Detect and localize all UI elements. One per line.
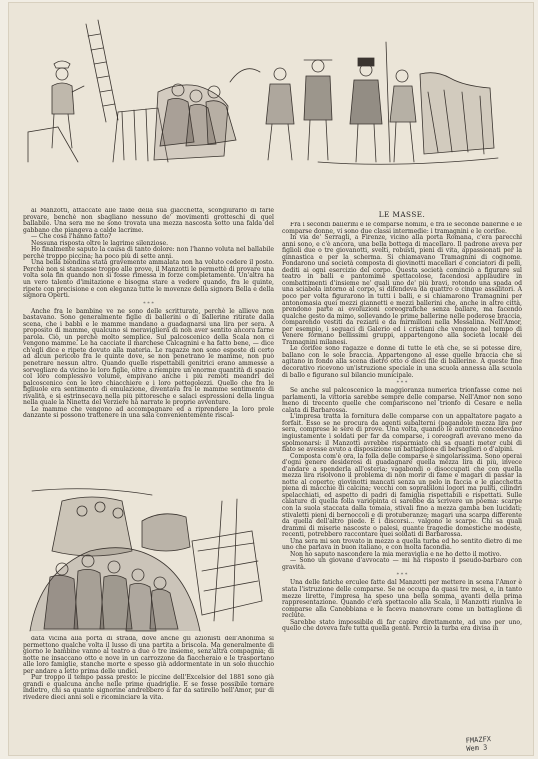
paragraph: — Sono un giovane d'avvocato — mi ha risposto il pseudo-barbaro con gravità.	[282, 557, 522, 571]
paragraph: Pur troppo il tempo passa presto: le piccine dell'Excelsior del 1881 sono già grandi e qualcuna anche nelle prime quadriglie. E se fosse possibile tornare indietro, chi sa quante signorine andrebbero a far da satirello nell'Amor, pur di rivedere dieci anni soli e ricominciare la vita.	[23, 674, 274, 701]
section-separator: * * *	[396, 380, 408, 387]
paragraph: Una bella biondina stata gravemente ammalata non ha voluto cedere il posto. Perchè non si stancasse troppo alle prove, il Manzotti le permettè di provare una volta sola fin quando non si fosse rimessa in forze completamente. Un'altra ha un vero talento d'imitazione e bisogna stare a vedere quando, fra le quinte, ripete con precisione e con eleganza tutte le movenze della signora Bella e della signora Operti.	[23, 259, 274, 300]
paragraph: al Manzotti, attaccate alle falde della sua giacchetta, scongiurarlo di farle provare, benchè non sbagliano nessuno de' movimenti grotteschi di quel ballabile. Una sera me ne sono trovata una mezza nascosta sotto una falda del gabbano che piangeva a calde lacrime.	[23, 208, 274, 234]
section-separator: * * *	[143, 300, 154, 307]
note-line: Wem 3	[466, 743, 488, 753]
paragraph: Le mamme che vengono ad accompagnare ed a riprendere la loro prole danzante si possono trattenere in una sala convenientemente riscal-	[23, 405, 274, 420]
paragraph: Non ho saputo nascondere la mia meraviglia e ne ho detto il motivo.	[290, 550, 502, 558]
paragraph: Una sera mi son trovato in mezzo a quella turba ed ho sentito dietro di me uno che parlava in buon italiano, e con molta facondia.	[282, 537, 522, 552]
paragraph: — Che cosa l'hanno fatto?	[31, 233, 112, 241]
paragraph: Sarebbe stato impossibile di far capire direttamente, ad uno per uno, quello che doveva fare tutta quella gente. Perciò la turba era divisa in	[282, 618, 522, 633]
paragraph: Fra i secondi ballerini e le comparse nomini, e fra le seconde ballerine e le comparse donne, vi sono due classi intermedie: i tramagnini e le corifee.	[282, 222, 522, 235]
paragraph: Le corifee sono ragazze e donne di tutte le età che, se si potesse dire, ballano con le sole braccia. Appartengono al esse quelle braccia che si agitano in fondo alla scena dietro otto o dieci file di ballerine. A queste fine decorativo ricevono un'istruzione speciale in una scuola annessa alla scuola di ballo e figurano sul bilancio municipale.	[282, 345, 522, 379]
paragraph: Anche fra le bambine ve ne sono delle scritturate, perchè le allieve non bastavano. Sono generalmente figlie di ballerini o di ballerine ritirate dalla scena, che i babbi e le mamme mandano a guadagnarsi una lira per sera. A proposito di mamme, qualcuno si meraviglierà di non aver sentito ancora farne parola. Ciò, un perchè molto semplice. Sul palcoscenico della Scala non ci vengono mamme. Le ha cacciate il marchese Calcagnini e ha fatto bene, — dice ch'egli dice e ripete dovuto alla materia. Le ragazze non sono esposte di certo ad alcun pericolo fra le quinte dove, se non penetrano le mamme, non può penetrare nessun altro. Quando quelle rispettabili genitrici erano ammesse a sorvegliare da vicino le loro figlie, oltre a riempire un'enorme quantità di spazio col loro complessivo volume, empivano anche i più remoti meandri del palcoscenico con le loro chiacchiere e i loro pettegolezzi. Quello che fra le figliuole era sentimento di emulazione, diventava fra le mamme sentimento di rivalità, e si estrinsecava nella più pittoresche e salaci espressioni della lingua nella quale la Ninetta del Verziere ha narrate le proprie avventure.	[23, 307, 274, 407]
paragraph: L'impresa tratta la fornitura delle comparse con un appaltatore pagato a forfait. Esso se ne procura da agenti subalterni (pagandole mezza lira per sera, comprese le sere di prove. Una volta, quando le autorità concedevano ingiustamente i soldati per far da comparse, i coreografi avevano meno da spolmonarsi: il Manzotti avrebbe risparmiato chi sa quanti meter cubi di fiato se avesse avuto a disposizione un battaglione di bersaglieri o d'alpini.	[282, 413, 522, 454]
section-heading: LE MASSE.	[378, 210, 426, 219]
paragraph: data vicina alla porta di strada, dove anche gli azionisti dell'Anonima si permettono qualche volta il lusso di una partita a briscola. Ma generalmente di giorno le bambine vanno al teatro a due o tre insieme, senz'altra compagnia; di notte ne insaccano otto e nove in un carrozzone da fiaccheraio e le trasportano alle loro famiglie, stanche morte e spesso già addormentate in un solo mucchio per andare a letto prima delle undici.	[23, 636, 274, 675]
paragraph: Se anche sul palcoscenico la maggioranza numerica trionfasse come nei parlamenti, la vittoria sarebbe sempre delle comparse. Nell'Amor non sono meno di trecento quelle che compariscono nel trionfo di Cesare e nella calata di Barbarossa.	[282, 387, 522, 414]
right-column	[282, 222, 522, 734]
paragraph: In via de' Serragli, a Firenze, vicino alla porta Romana, c'era parecchi anni sono, e c'è ancora, una bella bottega di macellaro. Il padrone aveva per figlioli due o tre giovanotti, svelti, robusti, pieni di vita, appassionati per la ginnastica e per la scherma. Si chiamavano Tramagnini di cognome. Fondarono una società composta di giovinotti macellari e conciatori di pelli, dediti ai ogni esercizio del corpo. Questa società cominciò a figurare sul teatro in balli e pantomime spettacolose, facendosi applaudire in combattimenti d'insieme ne' quali uno de' più bravi, rotondo una spada od una sciabola intorno al corpo, si difendeva da quattro o cinque assalitori. A poco per volta figurarono in tutti i balli, e si chiamarono Tramagnini per antonomasia quei mezzi giannetti e mezzi ballerini che, anche in altre città, prendono parte ai evoluzioni coreografiche senza ballare, ma facendo qualche gesto da mimo, sollevando le prime ballerine nelle poderose braccia, comparendo vestiti da reziarii e da mirmilloni nella Messalina. Nell'Amor, per esempio, i seguaci di Galerio ed i cristiani che vengono nel tempo di Venere formano bellissimi gruppi, appartengono alla società locale dei Tramagnini milanesi.	[282, 234, 522, 346]
paragraph: Una delle fatiche erculee fatte dal Manzotti per mettere in scena l'Amor è stata l'istruzione delle comparse. Se ne occupa da quasi tre mesi, e, in tanto mezze lirette, l'impresa ha speso una bella somma, avanti della prima rappresentazione. Quando c'era spettacolo alla Scala, il Manzotti riuniva le comparse alla Canobbiana e le faceva manovrare come un battaglione di reclute.	[282, 579, 522, 620]
paragraph: Composta com'è ora, la folla delle comparse è singolarissima. Sono operai d'ogni genere desiderosi di guadagnare quella mezza lira di più, invece d'andare a spenderla all'osteria; vagabondi o disoccupati che con quella mezza lira risolvono il problema di non morir di fame e magari di passar la notte al coperto; giovinotti mancati senza un pelo in faccia e le giacchetta piena di macchie di calcina; vecchi con soprabiloni logori ma puliti, cilindri spelacchiati, ed aspetto di padri di famiglia rispettabili e rispettati. Sulle calature di quella folla variopinta ci sarebbe da scrivere un poema: scarpe con la suola staccata dalla tomaia, stivali fino a mezza gamba ben lucidati; stivaletti pieni di bernoccoli e di protuberanze; magari una scarpa differente da quella dell'altro piede. E i discorsi... valgono le scarpe. Chi sa quali drammi di miserie nascoste o palesi, quante tragedie domestiche modeste, recenti, potrebbero raccontare quei soldati di Barbarossa.	[282, 452, 522, 539]
bottom-illustration	[22, 481, 277, 635]
section-separator: * * *	[396, 572, 408, 579]
left-column-top	[23, 208, 274, 479]
handwritten-note	[465, 735, 491, 753]
note-line: FMAZFX	[465, 735, 492, 745]
top-illustration	[18, 12, 524, 182]
left-column-bottom	[23, 636, 274, 732]
paragraph: Ho finalmente saputo la causa di tanto dolore: non l'hanno voluta nel ballabile perchè troppo piccina; ha poco più di sette anni.	[23, 246, 274, 260]
paragraph: Nessuna risposta oltre le lagrime silenziose.	[31, 239, 169, 247]
